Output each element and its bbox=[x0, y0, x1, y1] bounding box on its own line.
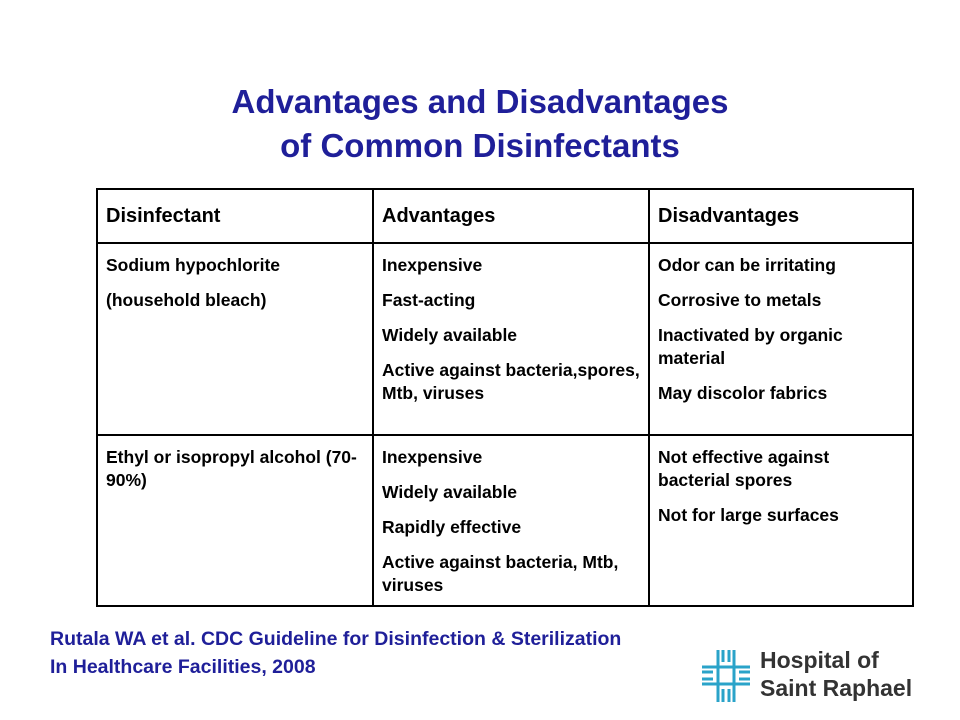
cell-line: Rapidly effective bbox=[382, 517, 522, 537]
cell-line: Inexpensive bbox=[382, 447, 483, 467]
cell-advantages bbox=[373, 435, 649, 606]
cell-line: Odor can be irritating bbox=[658, 255, 836, 275]
cell-line: Inexpensive bbox=[382, 255, 483, 275]
hospital-cross-logo-icon bbox=[700, 648, 752, 704]
logo-line-2: Saint Raphael bbox=[760, 675, 913, 701]
cell-line: Fast-acting bbox=[382, 290, 476, 310]
header-advantages: Advantages bbox=[373, 189, 649, 243]
citation-line-2: In Healthcare Facilities, 2008 bbox=[50, 656, 316, 678]
table-row bbox=[97, 243, 913, 435]
logo-line-1: Hospital of bbox=[760, 647, 879, 673]
cell-line: Widely available bbox=[382, 482, 518, 502]
title-line-2: of Common Disinfectants bbox=[280, 127, 680, 164]
cell-disinfectant bbox=[97, 243, 373, 435]
logo-text bbox=[760, 646, 912, 702]
table-header-row bbox=[97, 189, 913, 243]
cell-disinfectant bbox=[97, 435, 373, 606]
header-disinfectant: Disinfectant bbox=[97, 189, 373, 243]
slide-title bbox=[0, 80, 960, 168]
cell-line: Sodium hypochlorite bbox=[106, 255, 281, 275]
cell-line: (household bleach) bbox=[106, 290, 267, 310]
cell-line: Inactivated by organic material bbox=[658, 325, 843, 368]
title-line-1: Advantages and Disadvantages bbox=[231, 83, 729, 120]
disinfectants-table bbox=[96, 188, 914, 607]
cell-line: May discolor fabrics bbox=[658, 383, 828, 403]
citation-line-1: Rutala WA et al. CDC Guideline for Disinfection & Sterilization bbox=[50, 628, 622, 650]
header-disadvantages: Disadvantages bbox=[649, 189, 913, 243]
cell-disadvantages bbox=[649, 435, 913, 606]
cell-line: Active against bacteria, Mtb, viruses bbox=[382, 552, 619, 595]
cell-line: Corrosive to metals bbox=[658, 290, 822, 310]
cell-line: Widely available bbox=[382, 325, 518, 345]
cell-advantages bbox=[373, 243, 649, 435]
cell-line: Ethyl or isopropyl alcohol (70-90%) bbox=[106, 447, 357, 490]
cell-line: Not effective against bacterial spores bbox=[658, 447, 830, 490]
cell-disadvantages bbox=[649, 243, 913, 435]
cell-line: Not for large surfaces bbox=[658, 505, 839, 525]
cell-line: Active against bacteria,spores, Mtb, viruses bbox=[382, 360, 640, 403]
table-row bbox=[97, 435, 913, 606]
citation bbox=[50, 625, 621, 681]
hospital-logo bbox=[700, 646, 940, 706]
